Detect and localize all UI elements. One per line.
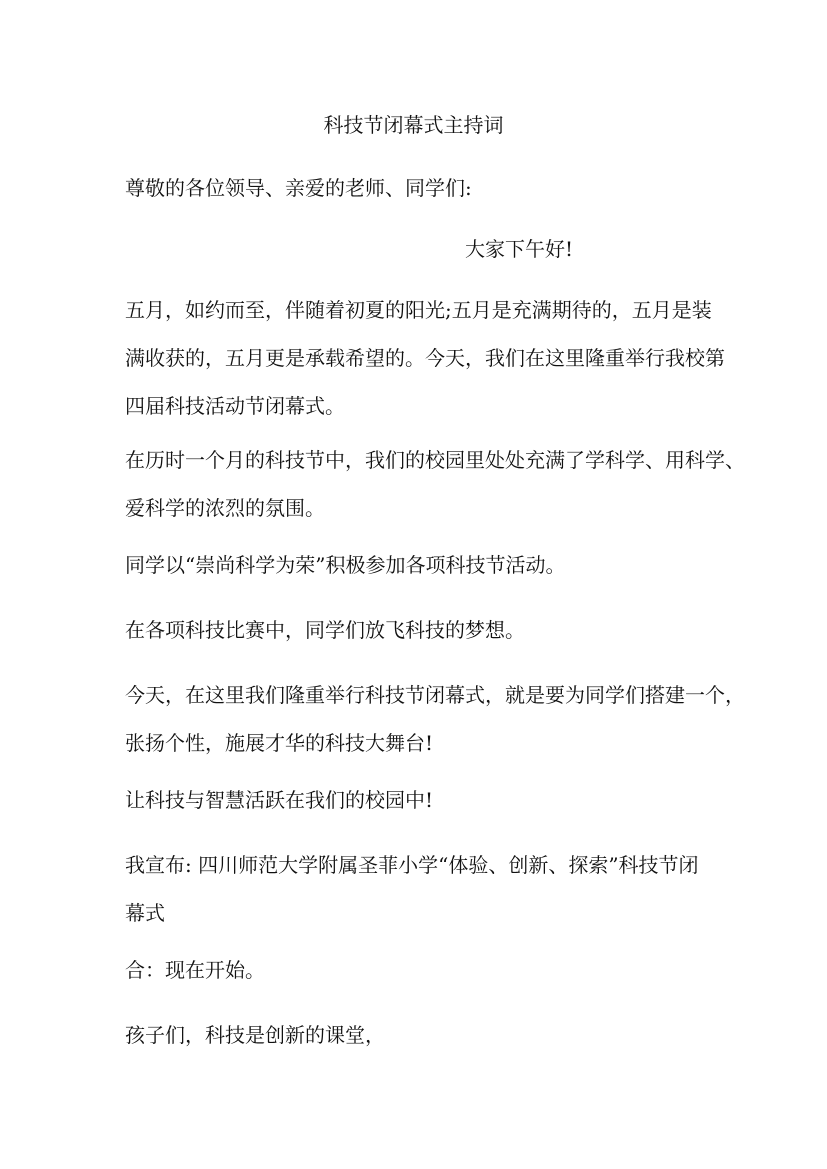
paragraph-line: 同学以“崇尚科学为荣”积极参加各项科技节活动。 <box>125 553 566 577</box>
paragraph-line: 我宣布: 四川师范大学附属圣菲小学“体验、创新、探索”科技节闭 <box>125 853 699 877</box>
paragraph-opening <box>125 292 725 424</box>
page-title: 科技节闭幕式主持词 <box>323 113 504 137</box>
paragraph-children <box>125 1017 715 1053</box>
paragraph-line: 五月，如约而至，伴随着初夏的阳光;五月是充满期待的，五月是装 <box>125 298 712 322</box>
paragraph-line: 幕式 <box>125 901 165 925</box>
paragraph-line: 爱科学的浓烈的氛围。 <box>125 496 325 520</box>
paragraph-festival-atmosphere <box>125 442 745 526</box>
salutation: 尊敬的各位领导、亲爱的老师、同学们: <box>125 176 472 200</box>
paragraph-competitions <box>125 612 715 648</box>
paragraph-line: 今天，在这里我们隆重举行科技节闭幕式，就是要为同学们搭建一个， <box>125 683 745 707</box>
paragraph-line: 满收获的，五月更是承载希望的。今天，我们在这里隆重举行我校第 <box>125 346 725 370</box>
paragraph-announcement <box>125 847 715 931</box>
paragraph-line: 孩子们，科技是创新的课堂， <box>125 1023 385 1047</box>
paragraph-wisdom <box>125 782 715 818</box>
paragraph-line: 让科技与智慧活跃在我们的校园中! <box>125 788 434 812</box>
greeting: 大家下午好! <box>465 237 574 261</box>
paragraph-participation <box>125 547 715 583</box>
paragraph-line: 在历时一个月的科技节中，我们的校园里处处充满了学科学、用科学、 <box>125 448 745 472</box>
paragraph-line: 张扬个性，施展才华的科技大舞台! <box>125 731 434 755</box>
paragraph-closing-ceremony <box>125 677 745 761</box>
paragraph-line: 在各项科技比赛中，同学们放飞科技的梦想。 <box>125 618 525 642</box>
paragraph-start <box>125 952 715 988</box>
paragraph-line: 合：现在开始。 <box>125 958 265 982</box>
paragraph-line: 四届科技活动节闭幕式。 <box>125 394 345 418</box>
